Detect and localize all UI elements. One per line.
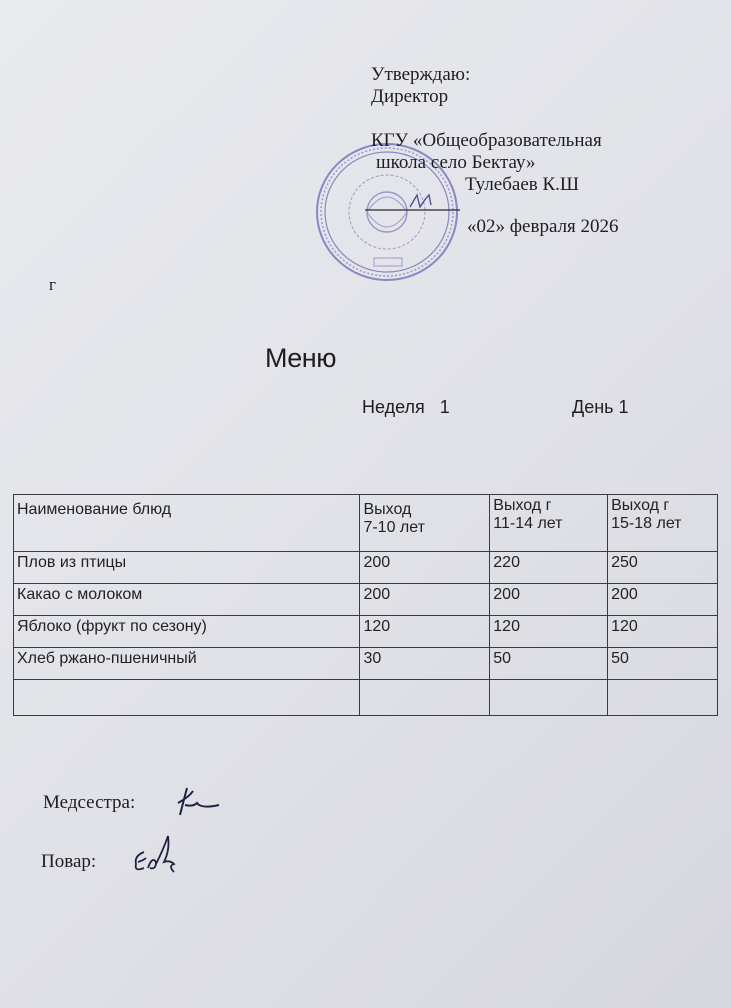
cook-label: Повар: <box>41 851 97 872</box>
approval-block <box>371 64 619 238</box>
table-row-empty <box>14 680 718 716</box>
header-cell <box>360 495 490 552</box>
portion-7-10: 120 <box>360 616 490 648</box>
portion-15-18: 50 <box>608 648 718 680</box>
portion-11-14: 200 <box>490 584 608 616</box>
portion-11-14: 50 <box>490 648 608 680</box>
director-name: Тулебаев К.Ш <box>465 174 580 195</box>
page-title: Меню <box>265 343 336 373</box>
portion-7-10: 200 <box>360 584 490 616</box>
dish-name: Яблоко (фрукт по сезону) <box>14 616 360 648</box>
portion-15-18: 120 <box>608 616 718 648</box>
header-cell <box>490 495 608 552</box>
approve-label: Утверждаю: <box>371 64 471 85</box>
table-row <box>14 616 718 648</box>
empty-cell <box>608 680 718 716</box>
dish-name: Плов из птицы <box>14 552 360 584</box>
header-text: Выход г <box>493 497 552 514</box>
header-text: Выход г <box>611 497 670 514</box>
portion-7-10: 200 <box>360 552 490 584</box>
header-text: 7-10 лет <box>363 519 425 536</box>
portion-11-14: 220 <box>490 552 608 584</box>
nurse-label: Медсестра: <box>43 792 136 813</box>
dish-name: Какао с молоком <box>14 584 360 616</box>
org-line-1: КГУ «Общеобразовательная <box>371 130 602 151</box>
empty-cell <box>14 680 360 716</box>
header-cell <box>14 495 360 552</box>
org-line-2: школа село Бектау» <box>376 152 536 173</box>
day-label: День 1 <box>572 397 629 417</box>
dish-name: Хлеб ржано-пшеничный <box>14 648 360 680</box>
header-text: Наименование блюд <box>17 501 172 518</box>
header-cell <box>608 495 718 552</box>
portion-11-14: 120 <box>490 616 608 648</box>
week-label: Неделя 1 <box>362 397 450 417</box>
menu-table <box>13 494 718 716</box>
nurse-signature <box>175 785 225 820</box>
empty-cell <box>360 680 490 716</box>
table-row <box>14 584 718 616</box>
approval-date: «02» февраля 2026 <box>467 216 619 237</box>
portion-7-10: 30 <box>360 648 490 680</box>
director-position: Директор <box>371 86 449 107</box>
portion-15-18: 250 <box>608 552 718 584</box>
empty-cell <box>490 680 608 716</box>
table-row <box>14 552 718 584</box>
cook-signature <box>130 828 190 878</box>
table-header-row <box>14 495 718 552</box>
table-row <box>14 648 718 680</box>
date-suffix: г <box>49 275 56 294</box>
header-text: 15-18 лет <box>611 515 682 532</box>
portion-15-18: 200 <box>608 584 718 616</box>
header-text: Выход <box>363 501 412 518</box>
header-text: 11-14 лет <box>493 515 563 532</box>
